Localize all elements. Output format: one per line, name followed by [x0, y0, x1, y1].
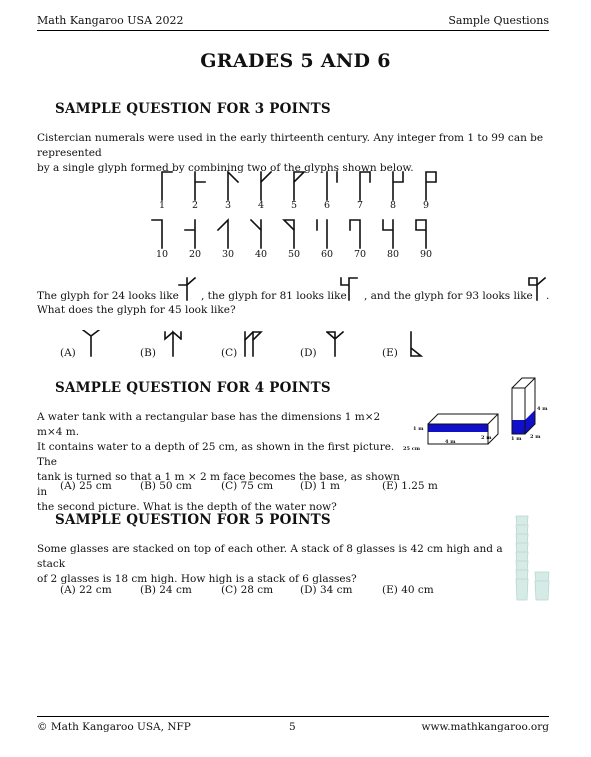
q4-text-line: It contains water to a depth of 25 cm, as shown in the first picture. The	[37, 441, 395, 468]
option-b[interactable]: (B)	[140, 347, 156, 359]
footer-rule	[37, 716, 549, 717]
option-a[interactable]: (A)	[60, 347, 76, 359]
glyph-2	[195, 172, 205, 200]
q4-heading: SAMPLE QUESTION FOR 4 POINTS	[55, 380, 331, 396]
footer-copyright: © Math Kangaroo USA, NFP	[37, 721, 191, 733]
option-a-glyph	[80, 330, 102, 358]
ten-label: 80	[386, 249, 400, 260]
ten-label: 70	[353, 249, 367, 260]
q5-text	[37, 542, 512, 587]
ten-label: 30	[221, 249, 235, 260]
ten-label: 10	[155, 249, 169, 260]
q4-text-line: the second picture. What is the depth of the water now?	[37, 501, 337, 513]
glyph-93-inline	[527, 276, 550, 302]
glyph-8	[393, 172, 403, 200]
glyph-40	[251, 220, 261, 248]
option-b-glyph	[160, 330, 186, 358]
units-glyph-row	[150, 170, 440, 202]
glyph-6	[327, 172, 337, 200]
option-b[interactable]: (B) 50 cm	[140, 480, 192, 492]
ten-label: 60	[320, 249, 334, 260]
page-number: 5	[289, 721, 296, 733]
tank2-label-depth: 2 m	[530, 434, 541, 440]
option-d[interactable]: (D) 1 m	[300, 480, 340, 492]
option-e[interactable]: (E) 1.25 m	[382, 480, 438, 492]
page-title: GRADES 5 AND 6	[200, 50, 391, 72]
q3-text-line1: Cistercian numerals were used in the early thirteenth century. Any integer from 1 to 99 can be represented	[37, 132, 544, 159]
q3-heading: SAMPLE QUESTION FOR 3 POINTS	[55, 101, 331, 117]
tank2-label-width: 1 m	[511, 436, 522, 442]
glasses-stack-illustration	[512, 514, 554, 604]
unit-label: 2	[191, 200, 199, 211]
glyph-60	[317, 220, 327, 248]
q5-text-line: of 2 glasses is 18 cm high. How high is a stack of 6 glasses?	[37, 573, 357, 585]
ten-label: 20	[188, 249, 202, 260]
tens-glyph-row	[150, 218, 440, 250]
tank1-label-height: 1 m	[413, 426, 424, 432]
footer-website-link[interactable]: www.mathkangaroo.org	[421, 721, 549, 733]
header-right: Sample Questions	[448, 14, 549, 27]
option-e-glyph	[402, 330, 424, 358]
q4-text-line: A water tank with a rectangular base has the dimensions 1 m×2 m×4 m.	[37, 411, 381, 438]
glyph-30	[218, 220, 228, 248]
tank2-label-height: 4 m	[537, 406, 548, 412]
option-a[interactable]: (A) 22 cm	[60, 584, 112, 596]
q3-line-a3: , and the glyph for 93 looks like	[364, 290, 533, 302]
glyph-1	[162, 172, 172, 200]
glyph-70	[350, 220, 360, 248]
q3-text-line2: by a single glyph formed by combining two of the glyphs shown below.	[37, 162, 414, 174]
option-c[interactable]: (C)	[221, 347, 238, 359]
option-b[interactable]: (B) 24 cm	[140, 584, 192, 596]
glyph-10	[152, 220, 162, 248]
q4-text-line: tank is turned so that a 1 m × 2 m face becomes the base, as shown in	[37, 471, 400, 498]
tank1-label-length: 4 m	[445, 439, 456, 445]
option-d[interactable]: (D)	[300, 347, 317, 359]
ten-label: 50	[287, 249, 301, 260]
option-c[interactable]: (C) 28 cm	[221, 584, 274, 596]
q3-line-a2: , the glyph for 81 looks like	[201, 290, 347, 302]
glyph-3	[228, 172, 238, 200]
glyph-4	[261, 172, 271, 200]
unit-label: 8	[389, 200, 397, 211]
option-e[interactable]: (E) 40 cm	[382, 584, 434, 596]
q3-line-a1: The glyph for 24 looks like	[37, 290, 179, 302]
glyph-7	[360, 172, 370, 200]
q3-line-b: What does the glyph for 45 look like?	[37, 304, 236, 316]
option-c-glyph	[238, 330, 264, 358]
unit-label: 1	[158, 200, 166, 211]
glyph-50	[284, 220, 294, 248]
option-a[interactable]: (A) 25 cm	[60, 480, 112, 492]
glyph-81-inline	[338, 276, 360, 302]
q3-line-a4: .	[546, 290, 550, 302]
unit-label: 4	[257, 200, 265, 211]
glyph-80	[383, 220, 393, 248]
ten-label: 40	[254, 249, 268, 260]
header-left: Math Kangaroo USA 2022	[37, 14, 184, 27]
option-d[interactable]: (D) 34 cm	[300, 584, 353, 596]
q5-heading: SAMPLE QUESTION FOR 5 POINTS	[55, 512, 331, 528]
q4-text	[37, 410, 407, 515]
tank1-label-width: 2 m	[481, 435, 492, 441]
unit-label: 3	[224, 200, 232, 211]
unit-label: 7	[356, 200, 364, 211]
unit-label: 9	[422, 200, 430, 211]
q5-text-line: Some glasses are stacked on top of each other. A stack of 8 glasses is 42 cm high and a stack	[37, 543, 503, 570]
option-c[interactable]: (C) 75 cm	[221, 480, 274, 492]
tank1-label-depth: 25 cm	[403, 446, 421, 452]
option-e[interactable]: (E)	[382, 347, 398, 359]
option-d-glyph	[322, 330, 348, 358]
glyph-20	[185, 220, 195, 248]
glyph-90	[416, 220, 426, 248]
glyph-9	[426, 172, 436, 200]
ten-label: 90	[419, 249, 433, 260]
unit-label: 5	[290, 200, 298, 211]
unit-label: 6	[323, 200, 331, 211]
glyph-24-inline	[176, 276, 198, 302]
glyph-5	[294, 172, 304, 200]
header-rule	[37, 30, 549, 31]
